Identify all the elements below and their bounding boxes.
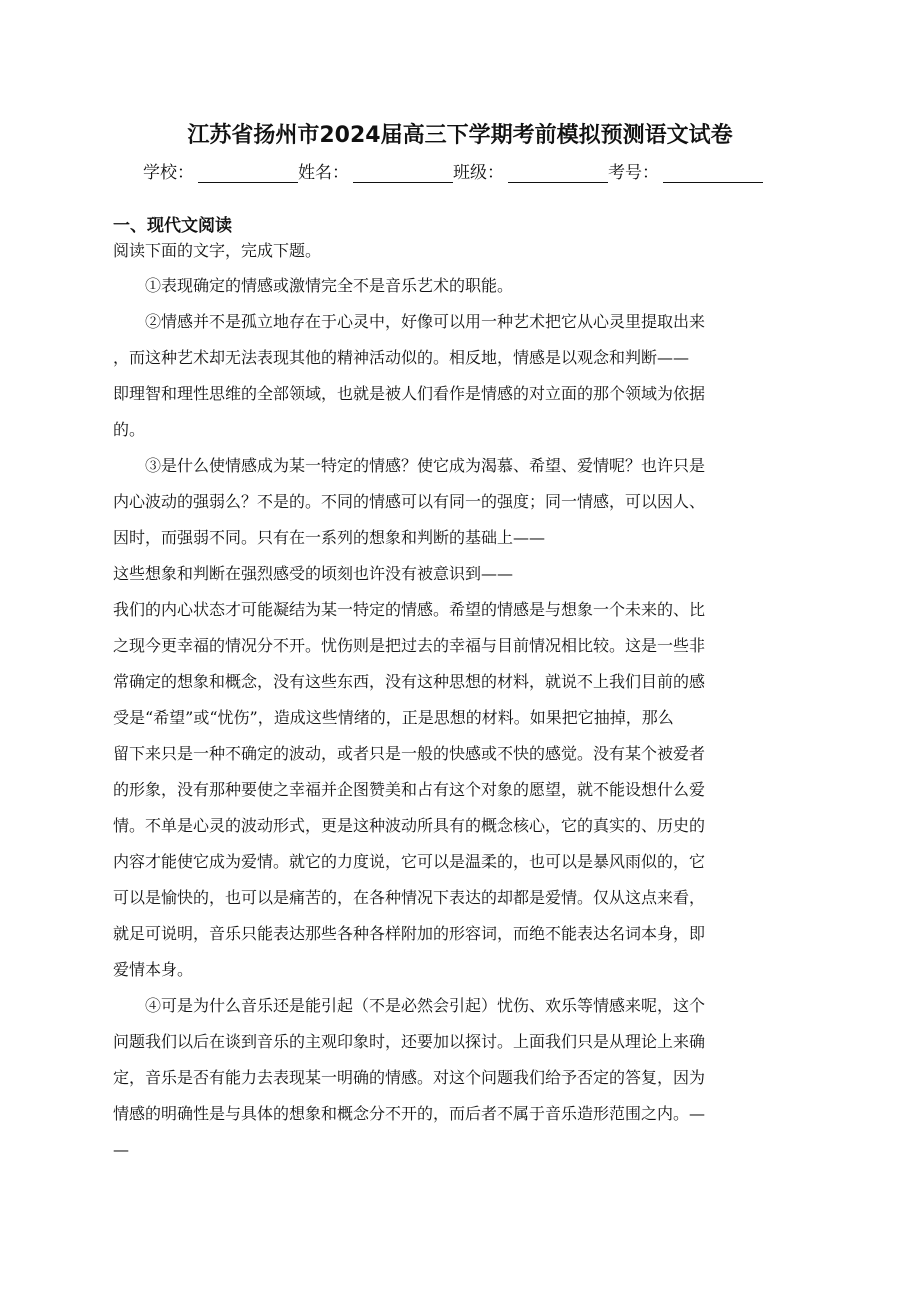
passage-line: 内容才能使它成为爱情。就它的力度说，它可以是温柔的，也可以是暴风雨似的，它: [113, 852, 706, 871]
school-blank[interactable]: [198, 164, 298, 183]
name-blank[interactable]: [353, 164, 453, 183]
passage-line: 情。不单是心灵的波动形式，更是这种波动所具有的概念核心，它的真实的、历史的: [113, 816, 706, 835]
passage-line: 定，音乐是否有能力去表现某一明确的情感。对这个问题我们给予否定的答复，因为: [113, 1068, 706, 1087]
passage-line: 内心波动的强弱么？不是的。不同的情感可以有同一的强度；同一情感，可以因人、: [113, 492, 706, 511]
passage-line: 之现今更幸福的情况分不开。忧伤则是把过去的幸福与目前情况相比较。这是一些非: [113, 636, 706, 655]
school-field: [143, 158, 298, 183]
passage-line: 就足可说明，音乐只能表达那些各种各样附加的形容词，而绝不能表达名词本身，即: [113, 924, 706, 943]
passage-line: 的。: [113, 420, 146, 439]
passage-line: —: [113, 1140, 129, 1159]
instruction-text: 阅读下面的文字，完成下题。: [113, 241, 322, 260]
school-label: 学校：: [143, 163, 194, 183]
passage-line: ③是什么使情感成为某一特定的情感？使它成为渴慕、希望、爱情呢？也许只是: [145, 456, 706, 475]
passage-line: 这些想象和判断在强烈感受的顷刻也许没有被意识到——: [113, 564, 514, 583]
passage-line: 受是“希望”或“忧伤”，造成这些情绪的，正是思想的材料。如果把它抽掉，那么: [113, 708, 674, 727]
class-label: 班级：: [453, 163, 504, 183]
passage-line: 爱情本身。: [113, 960, 194, 979]
class-blank[interactable]: [508, 164, 608, 183]
section-heading: 一、现代文阅读: [113, 216, 232, 236]
passage-line: 常确定的想象和概念，没有这些东西，没有这种思想的材料，就说不上我们目前的感: [113, 672, 706, 691]
passage-line: 情感的明确性是与具体的想象和概念分不开的，而后者不属于音乐造形范围之内。—: [113, 1104, 706, 1123]
name-label: 姓名：: [298, 163, 349, 183]
passage-line: 因时，而强弱不同。只有在一系列的想象和判断的基础上——: [113, 528, 546, 547]
passage-line: 即理智和理性思维的全部领域，也就是被人们看作是情感的对立面的那个领域为依据: [113, 384, 706, 403]
passage-line: 留下来只是一种不确定的波动，或者只是一般的快感或不快的感觉。没有某个被爱者: [113, 744, 706, 763]
name-field: [298, 158, 453, 183]
passage-line: ④可是为什么音乐还是能引起（不是必然会引起）忧伤、欢乐等情感来呢，这个: [145, 996, 706, 1015]
exam-number-label: 考号：: [608, 163, 659, 183]
exam-number-field: [608, 158, 763, 183]
exam-title: 江苏省扬州市2024届高三下学期考前模拟预测语文试卷: [187, 123, 733, 148]
passage-line: 问题我们以后在谈到音乐的主观印象时，还要加以探讨。上面我们只是从理论上来确: [113, 1032, 706, 1051]
reading-passage: [113, 268, 803, 1168]
exam-number-blank[interactable]: [663, 164, 763, 183]
passage-line: ①表现确定的情感或激情完全不是音乐艺术的职能。: [145, 276, 514, 295]
student-info-line: [143, 158, 823, 183]
passage-line: 的形象，没有那种要使之幸福并企图赞美和占有这个对象的愿望，就不能设想什么爱: [113, 780, 706, 799]
passage-line: 可以是愉快的，也可以是痛苦的，在各种情况下表达的却都是爱情。仅从这点来看，: [113, 888, 706, 907]
passage-line: 我们的内心状态才可能凝结为某一特定的情感。希望的情感是与想象一个未来的、比: [113, 600, 706, 619]
class-field: [453, 158, 608, 183]
passage-line: ②情感并不是孤立地存在于心灵中，好像可以用一种艺术把它从心灵里提取出来: [145, 312, 706, 331]
passage-line: ，而这种艺术却无法表现其他的精神活动似的。相反地，情感是以观念和判断——: [113, 348, 690, 367]
